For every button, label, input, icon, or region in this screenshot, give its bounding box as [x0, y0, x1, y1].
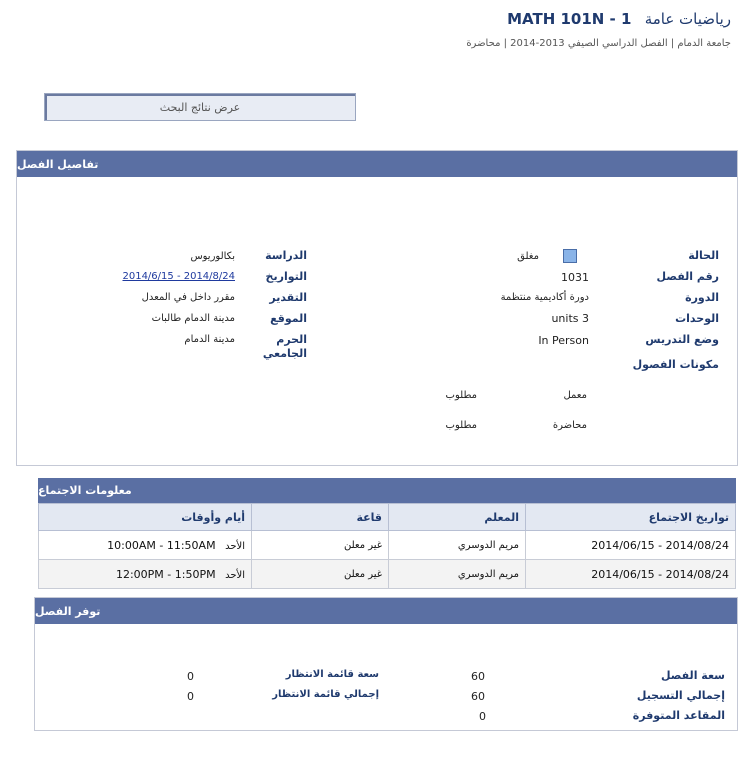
location-value: مدينة الدمام طالبات: [151, 313, 235, 324]
component-name-lecture: محاضرة: [552, 420, 587, 431]
days-times-cell: الأحد 12:00PM - 1:50PM: [39, 560, 252, 589]
room-cell: غير معلن: [252, 531, 389, 560]
course-title: رياضيات عامة: [644, 10, 731, 28]
instructor-cell: مريم الدوسري: [389, 531, 526, 560]
units-label: الوحدات: [675, 312, 719, 325]
status-label: الحالة: [688, 249, 719, 262]
table-row: [39, 560, 736, 589]
meeting-dates-cell: 2014/06/15 - 2014/08/24: [526, 560, 736, 589]
enrollment-total-value: 60: [471, 690, 485, 703]
wait-capacity-value: 0: [187, 670, 194, 683]
grading-label: التقدير: [269, 291, 307, 304]
page-title: [507, 10, 731, 28]
class-capacity-value: 60: [471, 670, 485, 683]
grading-value: مقرر داخل في المعدل: [141, 292, 235, 303]
meeting-info-panel: [38, 478, 736, 588]
dates-label: التواريخ: [265, 270, 307, 283]
session-value: دورة أكاديمية منتظمة: [500, 292, 589, 303]
instruction-mode-label: وضع التدريس: [645, 333, 719, 346]
career-label: الدراسة: [265, 249, 307, 262]
class-components-label: مكونات الفصول: [632, 358, 719, 371]
component-status-lecture: مطلوب: [445, 420, 477, 431]
available-seats-label: المقاعد المتوفرة: [632, 709, 725, 722]
enrollment-total-label: إجمالي التسجيل: [636, 689, 725, 702]
campus-label: الحرم الجامعي: [262, 333, 307, 360]
days-times-cell: الأحد 10:00AM - 11:50AM: [39, 531, 252, 560]
meeting-info-header: معلومات الاجتماع: [38, 478, 736, 503]
component-status-lab: مطلوب: [445, 390, 477, 401]
col-room: قاعة: [252, 504, 389, 531]
page-subtitle: جامعة الدمام | الفصل الدراسي الصيفي 2013-2014 | محاضرة: [466, 38, 731, 49]
wait-total-value: 0: [187, 690, 194, 703]
view-search-results-button[interactable]: عرض نتائج البحث: [44, 93, 356, 121]
col-instructor: المعلم: [389, 504, 526, 531]
room-cell: غير معلن: [252, 560, 389, 589]
table-row: [39, 531, 736, 560]
class-details-panel: [16, 150, 738, 466]
class-number-label: رقم الفصل: [656, 270, 719, 283]
wait-capacity-label: سعة قائمة الانتظار: [285, 669, 379, 680]
wait-total-label: إجمالي قائمة الانتظار: [272, 689, 379, 700]
status-closed-icon: [563, 249, 577, 263]
location-label: الموقع: [270, 312, 307, 325]
dates-value[interactable]: 2014/6/15 - 2014/8/24: [122, 271, 235, 282]
session-label: الدورة: [685, 291, 719, 304]
col-days-times: أيام وأوقات: [39, 504, 252, 531]
instructor-cell: مريم الدوسري: [389, 560, 526, 589]
class-number-value: 1031: [561, 271, 589, 284]
career-value: بكالوريوس: [190, 251, 235, 262]
class-capacity-label: سعة الفصل: [660, 669, 725, 682]
units-value: 3 units: [551, 312, 589, 325]
meeting-table: [38, 503, 736, 589]
class-availability-panel: [34, 597, 738, 731]
meeting-dates-cell: 2014/06/15 - 2014/08/24: [526, 531, 736, 560]
class-availability-header: توفر الفصل: [35, 598, 737, 624]
status-value: مغلق: [517, 251, 539, 262]
available-seats-value: 0: [479, 710, 486, 723]
component-name-lab: معمل: [563, 390, 587, 401]
col-meeting-dates: تواريخ الاجتماع: [526, 504, 736, 531]
course-code: MATH 101N - 1: [507, 10, 632, 28]
instruction-mode-value: In Person: [538, 334, 589, 347]
campus-value: مدينة الدمام: [184, 334, 235, 345]
class-details-header: تفاصيل الفصل: [17, 151, 737, 177]
